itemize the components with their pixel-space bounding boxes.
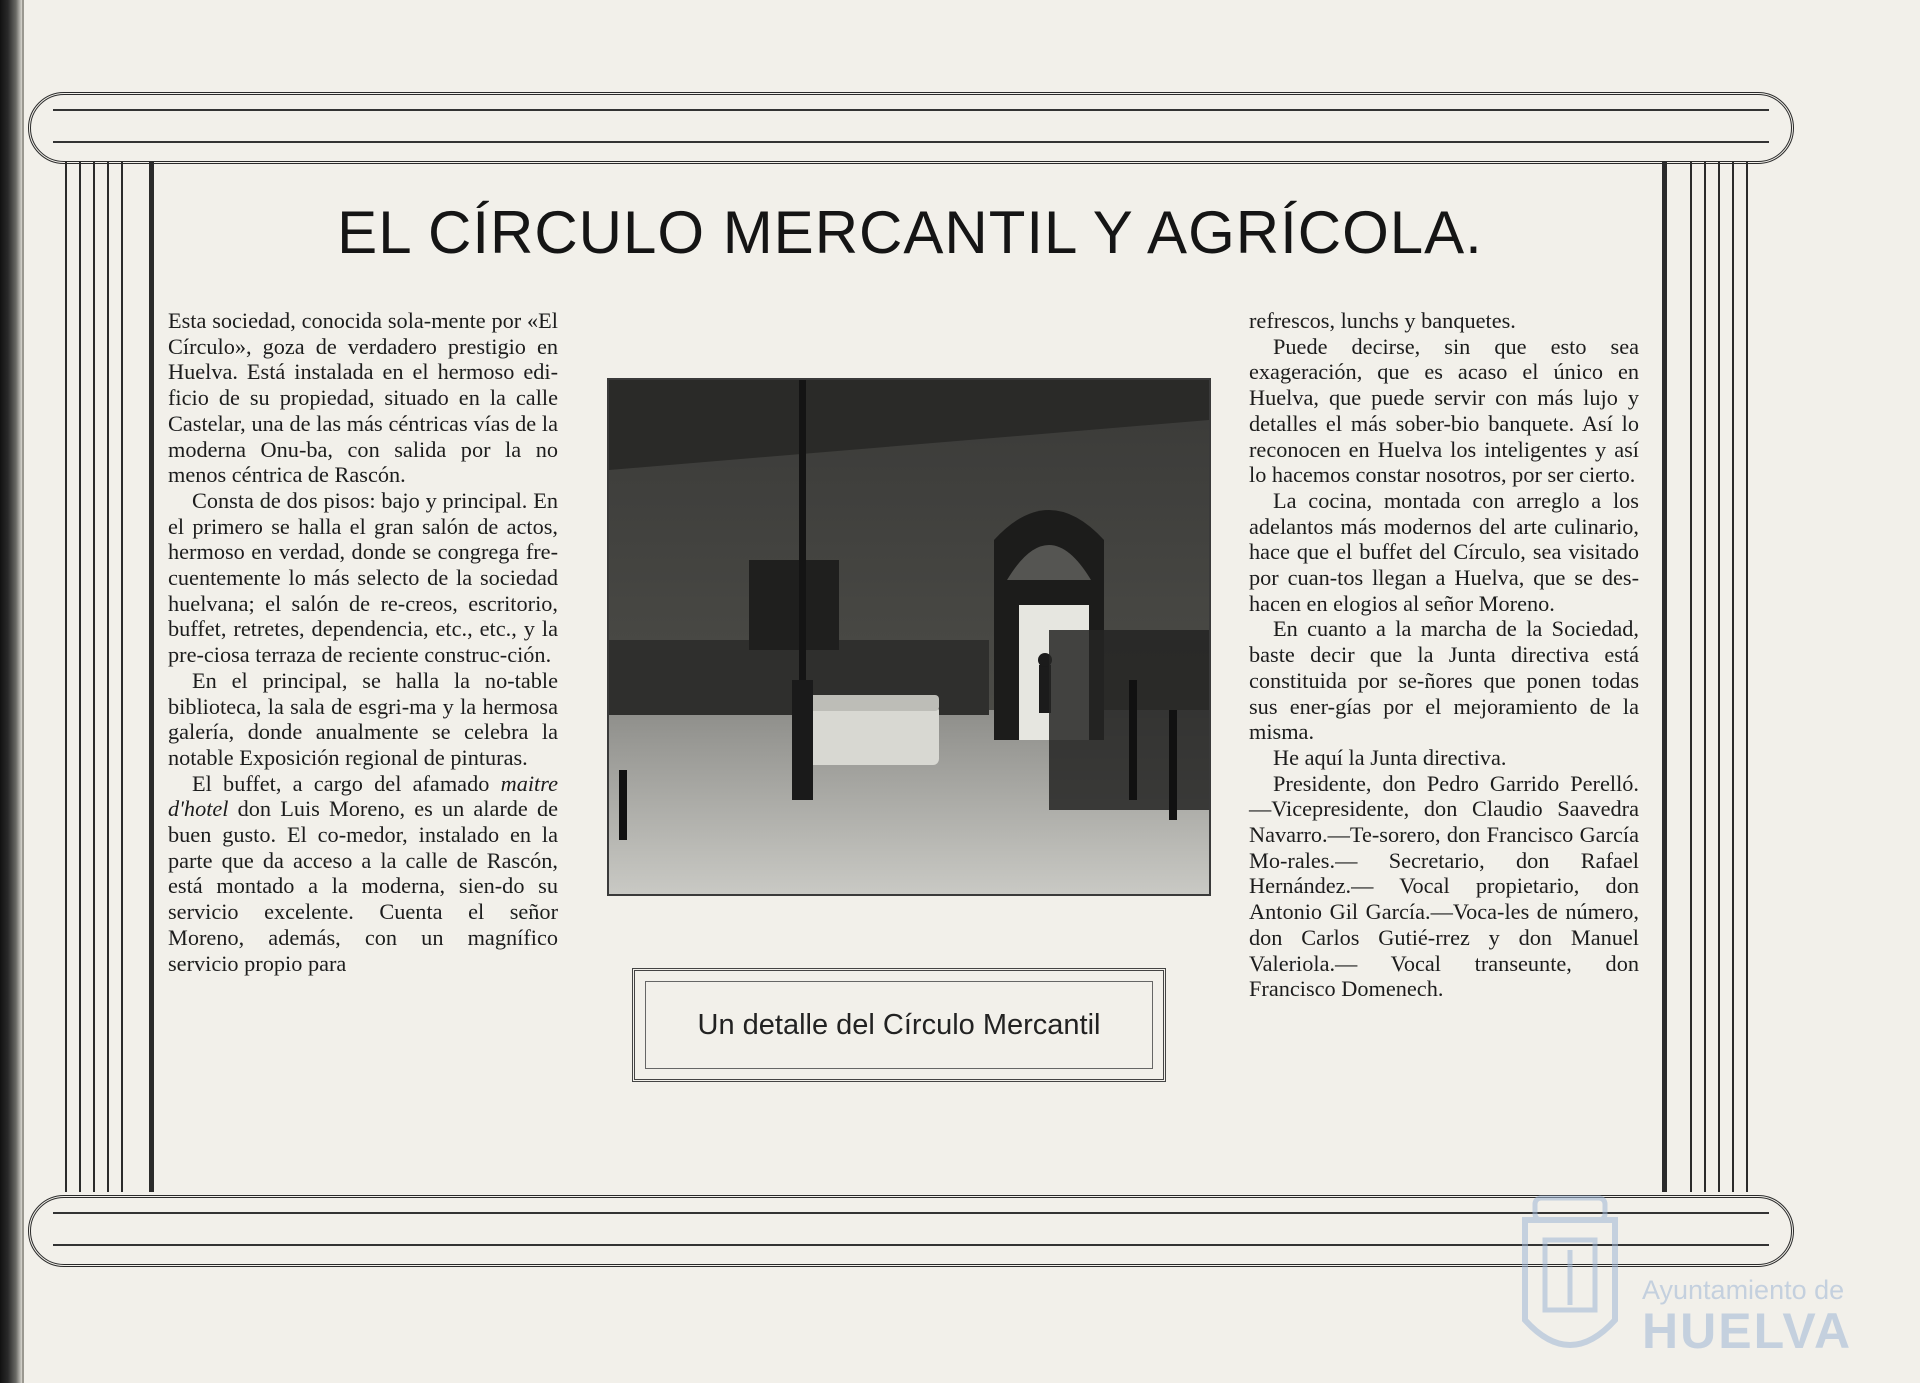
band-rule (53, 109, 1769, 111)
top-ornamental-band (28, 92, 1794, 164)
paragraph: refrescos, lunchs y banquetes. (1249, 308, 1516, 333)
salon-photograph (607, 378, 1211, 896)
paragraph: En cuanto a la marcha de la Sociedad, baste decir que la Junta directiva está constituida por se-ñores que ponen todas sus ener-gías por el mejoramiento de la misma. (1249, 616, 1639, 745)
left-ornamental-pillar (65, 162, 155, 1192)
page-binding-edge (0, 0, 22, 1383)
paragraph: Consta de dos pisos: bajo y principal. En el primero se halla el gran salón de actos, hermoso en verdad, donde se congrega fre-cuentemente lo más selecto de la sociedad huelvana; el salón de re-creos, escritorio, buffet, retretes, dependencia, etc., etc., y la pre-ciosa terraza de reciente construc-ción. (168, 487, 558, 668)
huelva-coat-of-arms-icon (1505, 1180, 1635, 1380)
paragraph-text: El buffet, a cargo del afamado (192, 770, 490, 796)
paragraph: He aquí la Junta directiva. (1273, 744, 1507, 770)
photo-caption-frame (632, 968, 1166, 1082)
paragraph-buffet (168, 771, 558, 977)
watermark-line-1: Ayuntamiento de (1642, 1275, 1845, 1305)
right-text-column (1249, 308, 1639, 1002)
article-heading: EL CÍRCULO MERCANTIL Y AGRÍCOLA. (337, 199, 1483, 266)
photo-caption: Un detalle del Círculo Mercantil (697, 1008, 1101, 1041)
band-rule (53, 141, 1769, 143)
photo-illustration (609, 380, 1209, 894)
paragraph-junta-list: Presidente, don Pedro Garrido Perelló.—Vicepresidente, don Claudio Saavedra Navarro.—Te-sorero, don Francisco García Mo-rales.— Secretario, don Rafael Hernández.— Vocal propietario, don Antonio Gil García.—Voca-les de número, don Carlos Gutié-rrez y don Manuel Valeriola.— Vocal transeunte, don Francisco Domenech. (1249, 770, 1639, 1002)
paragraph: Puede decirse, sin que esto sea exageración, que es acaso el único en Huelva, que puede servir con más lujo y detalles el más sober-bio banquete. Así lo reconocen en Huelva los inteligentes y así lo hacemos constar nosotros, por ser cierto. (1249, 333, 1639, 488)
page-binding-line (22, 0, 24, 1383)
watermark-line-2: HUELVA (1642, 1303, 1853, 1359)
caption-inner-frame (645, 981, 1153, 1069)
ayuntamiento-watermark (1500, 1180, 1860, 1380)
paragraph: En el principal, se halla la no-table biblioteca, la sala de esgri-ma y la hermosa galería, donde anualmente se celebra la notable Exposición regional de pinturas. (168, 667, 558, 770)
paragraph: La cocina, montada con arreglo a los adelantos más modernos del arte culinario, hace que el buffet del Círculo, sea visitado por cuan-tos llegan a Huelva, que se des-hacen en elogios al señor Moreno. (1249, 487, 1639, 616)
left-text-column (168, 308, 558, 976)
right-ornamental-pillar (1662, 162, 1752, 1192)
paragraph-italic-text: maitre d'hotel (168, 770, 558, 822)
paragraph: Esta sociedad, conocida sola-mente por «El Círculo», goza de verdadero prestigio en Huelva. Está instalada en el hermoso edi-ficio de su propiedad, situado en la calle Castelar, una de las más céntricas vías de la moderna Onu-ba, con salida por la no menos céntrica de Rascón. (168, 308, 558, 488)
paragraph-text: don Luis Moreno, es un alarde de buen gusto. El co-medor, instalado en la parte que da acceso a la calle de Rascón, está montado a la moderna, sien-do su servicio excelente. Cuenta el señor Moreno, además, con un magnífico servicio propio para (168, 796, 558, 976)
